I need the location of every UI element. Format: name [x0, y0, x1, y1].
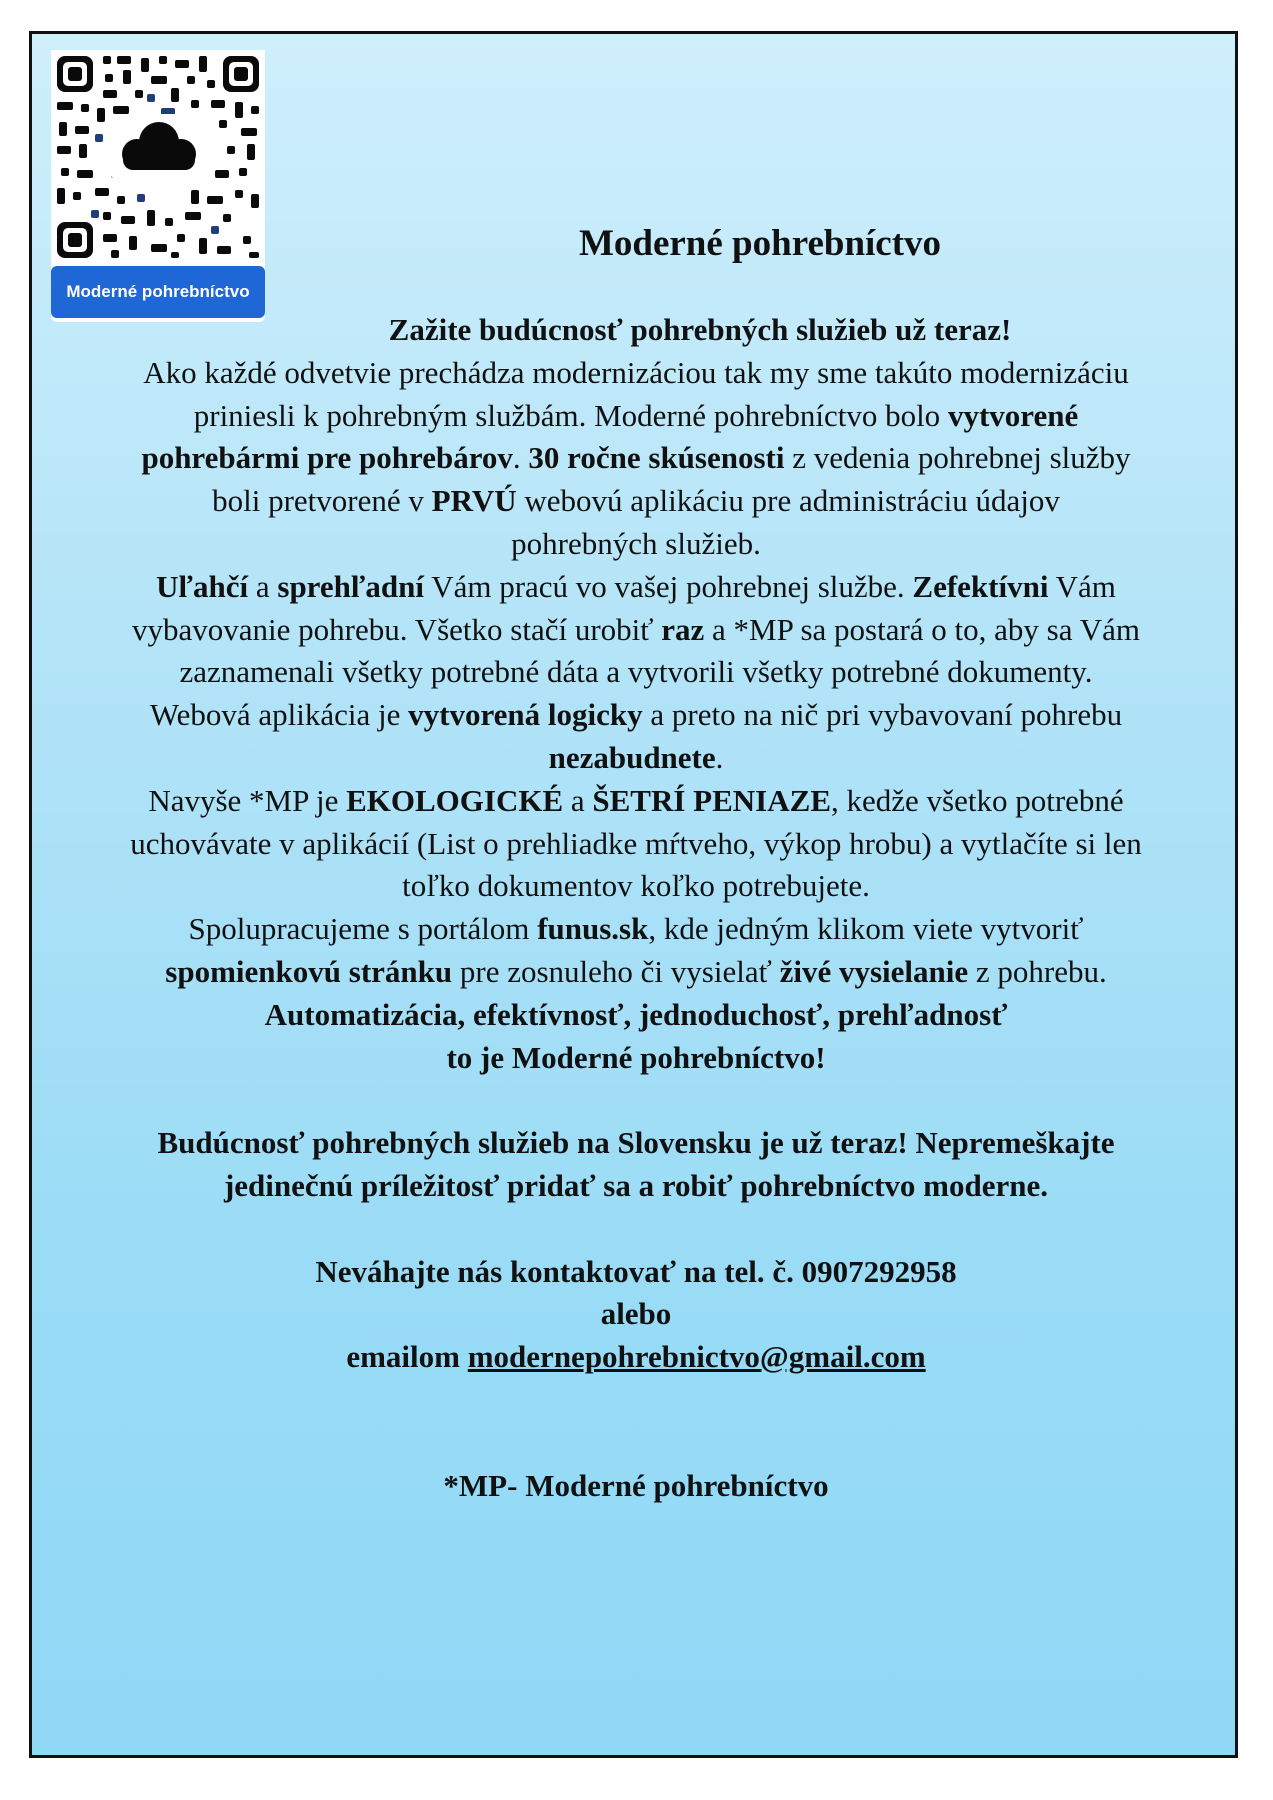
text-line: Spolupracujeme s portálom funus.sk, kde jedným klikom viete vytvoriť: [188, 911, 1084, 947]
flyer-body: [36, 309, 1236, 1507]
contact-email-line: emailom modernepohrebnictvo@gmail.com: [346, 1339, 926, 1375]
text-line: Budúcnosť pohrebných služieb na Slovensku je už teraz! Nepremeškajte: [157, 1125, 1115, 1161]
text-line: zaznamenali všetky potrebné dáta a vytvorili všetky potrebné dokumenty.: [179, 654, 1093, 690]
contact-block: [36, 1251, 1236, 1379]
slogan-line: to je Moderné pohrebníctvo!: [446, 1039, 826, 1075]
future-statement: [36, 1122, 1236, 1208]
text-line: priniesli k pohrebným službám. Moderné pohrebníctvo bolo vytvorené: [193, 397, 1079, 433]
text-line: uchovávate v aplikácií (List o prehliadke mŕtveho, výkop hrobu) a vytlačíte si len: [130, 825, 1142, 861]
text-line: jedinečnú príležitosť pridať sa a robiť pohrebníctvo moderne.: [223, 1167, 1049, 1203]
tagline: Zažite budúcnosť pohrebných služieb už teraz!: [388, 312, 1012, 347]
text-line: Navyše *MP je EKOLOGICKÉ a ŠETRÍ PENIAZE, kedže všetko potrebné: [148, 782, 1124, 818]
text-line: nezabudnete.: [548, 739, 724, 775]
paragraph-partner: [36, 908, 1236, 994]
paragraph-intro: [36, 352, 1236, 566]
text-line: toľko dokumentov koľko potrebujete.: [402, 868, 870, 904]
text-line: Ako každé odvetvie prechádza modernizáciou tak my sme takúto modernizáciu: [143, 354, 1129, 390]
spacer: [36, 1208, 1236, 1251]
slogan-line: Automatizácia, efektívnosť, jednoduchosť, prehľadnosť: [264, 996, 1008, 1032]
spacer: [36, 1079, 1236, 1122]
qr-code: [51, 50, 265, 322]
footnote: *MP- Moderné pohrebníctvo: [443, 1467, 829, 1503]
text-line: boli pretvorené v PRVÚ webovú aplikáciu pre administráciu údajov: [212, 483, 1060, 519]
qr-caption: Moderné pohrebníctvo: [51, 266, 265, 318]
text-line: pohrebných služieb.: [511, 525, 761, 561]
contact-phone: Neváhajte nás kontaktovať na tel. č. 0907292958: [315, 1253, 957, 1289]
text-line: vybavovanie pohrebu. Všetko stačí urobiť raz a *MP sa postará o to, aby sa Vám: [132, 611, 1140, 647]
qr-code-image: [51, 50, 265, 264]
cloud-icon: [109, 114, 209, 180]
paragraph-ecology: [36, 780, 1236, 908]
slogan: [36, 994, 1236, 1080]
text-line: Uľahčí a sprehľadní Vám pracú vo vašej pohrebnej službe. Zefektívni Vám: [156, 568, 1116, 604]
spacer: [36, 1379, 1236, 1465]
text-line: spomienkovú stránku pre zosnuleho či vysielať živé vysielanie z pohrebu.: [165, 953, 1107, 989]
email-link[interactable]: modernepohrebnictvo@gmail.com: [467, 1339, 926, 1375]
page-title: Moderné pohrebníctvo: [578, 223, 942, 264]
text-line: Webová aplikácia je vytvorená logicky a preto na nič pri vybavovaní pohrebu: [149, 697, 1123, 733]
paragraph-benefits: [36, 566, 1236, 780]
text-line: pohrebármi pre pohrebárov. 30 ročne skúsenosti z vedenia pohrebnej služby: [141, 440, 1131, 476]
contact-or: alebo: [600, 1296, 672, 1332]
